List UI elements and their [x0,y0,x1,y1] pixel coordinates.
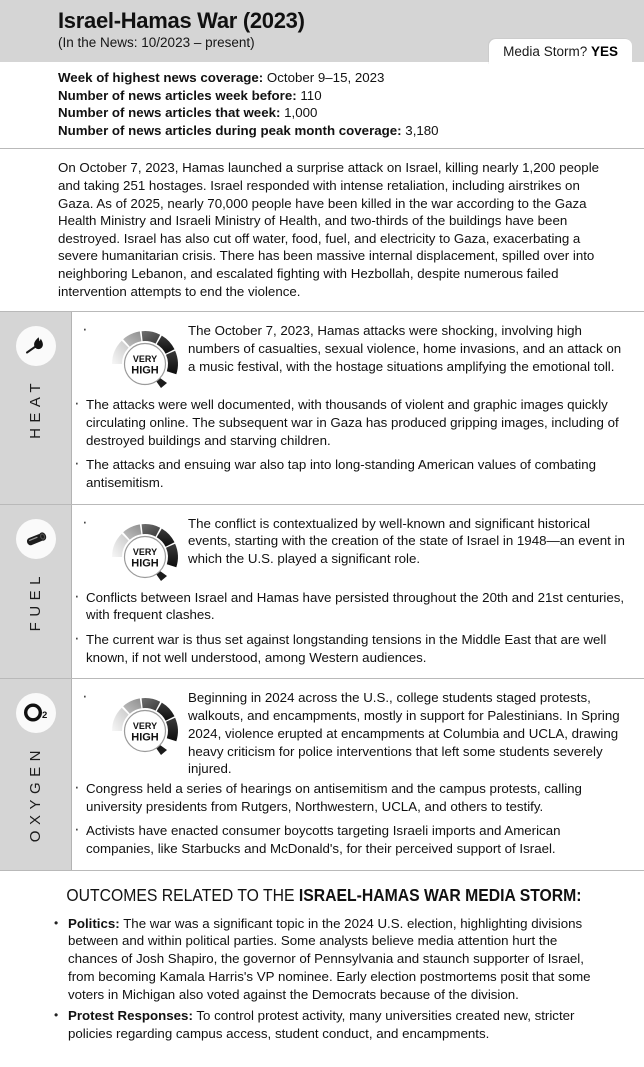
stat-value: 3,180 [405,122,439,138]
media-storm-value: YES [590,44,618,59]
summary-paragraph: On October 7, 2023, Hamas launched a surprise attack on Israel, killing nearly 1,200 people and taking 251 hostages. Israel responded with intense retaliation, including airstrikes on Gaza. As of 2025, nearly 70,000 people have been killed in the war according to the Gaza Health Ministry and Israeli Ministry of Health, and two-thirds of the buildings have been destroyed. Israel has also cut off water, food, fuel, and electricity to Gaza, exacerbating a severe humanitarian crisis. There has been massive internal displacement, spilled over into neighboring Lebanon, and escalated fighting with Hezbollah, despite numerous failed intervention attempts to end the violence. [58,160,600,299]
stat-row [58,122,644,140]
stat-label: Week of highest news coverage: [58,70,264,85]
bullet-item: · Activists have enacted consumer boycotts targeting Israeli imports and American companies, like Starbucks and McDonald's, for their perceived support of Israel. [72,822,626,857]
stat-value: 1,000 [284,105,318,121]
section-oxygen-bullets-rest [72,778,626,858]
section-oxygen [0,679,644,869]
stat-row [58,104,644,122]
stat-label: Number of news articles week before: [58,87,297,103]
outcomes-block [0,871,644,1067]
section-fuel-label: FUEL [27,570,44,631]
section-fuel-bullets-primary [80,515,626,568]
section-heat-bullets-rest [72,394,626,492]
bullet-item: · The conflict is contextualized by well-known and significant historical events, starting with the creation of the state of Israel in 1948—an event in which the U.S. played a significant role. [80,515,626,568]
outcome-item [54,915,606,1004]
outcomes-heading [66,884,582,906]
bullet-item: · The current war is thus set against longstanding tensions in the Middle East that are well known, if not well understood, among Western audiences. [72,631,626,666]
header [0,0,644,62]
stats-block [0,62,644,148]
gauge-heat-line2: HIGH [131,364,159,377]
stat-label: Number of news articles that week: [58,105,281,121]
outcome-label: Protest Responses: [68,1008,193,1024]
page-subtitle: (In the News: 10/2023 – present) [58,35,255,51]
media-storm-label: Media Storm? [503,44,588,59]
section-fuel-bullets-rest [72,587,626,667]
stat-value: October 9–15, 2023 [266,70,385,85]
section-heat [0,312,644,504]
o2-icon [16,693,56,733]
section-oxygen-content [72,679,644,869]
stat-row [58,87,644,105]
gauge-heat-line1: VERY [132,354,158,365]
bullet-item: · The attacks were well documented, with thousands of violent and graphic images quickly circulating online. The subsequent war in Gaza has produced gripping images, including of destroyed buildings and starving children. [72,396,626,449]
section-fuel-sidebar [0,505,72,679]
section-fuel-content [72,505,644,679]
bullet-item: · The attacks and ensuing war also tap into long-standing American values of combating antisemitism. [72,456,626,491]
bullet-item: · Congress held a series of hearings on antisemitism and the campus protests, calling university presidents from Rutgers, Northwestern, UCLA, and others to testify. [72,780,626,815]
log-icon [16,519,56,559]
media-storm-tab[interactable] [489,39,632,65]
bullet-item: · Beginning in 2024 across the U.S., college students staged protests, walkouts, and encampments, mostly in support for Palestinians. In Spring 2024, violence erupted at encampments at Columbia and UCLA, drawing heavy criticism for police interventions that left some students severely injured. [80,689,626,778]
section-heat-content [72,312,644,504]
outcome-text: The war was a significant topic in the 2024 U.S. election, highlighting divisions between and within political parties. Some analysts believe media attention hurt the chances of Josh Shapiro, the governor of Pennsylvania and staunch supporter of Israel, from becoming Kamala Harris's VP nominee. Early election postmortems posit that some voters in Michigan also voted against the Democrats because of the division. [68,915,591,1002]
outcomes-list [38,915,606,1043]
outcome-label: Politics: [68,915,120,931]
outcomes-heading-plain: OUTCOMES RELATED TO THE [66,884,299,905]
section-oxygen-bullets-primary [80,689,626,778]
section-oxygen-label: OXYGEN [27,745,44,843]
section-heat-bullets-primary [80,322,626,375]
svg-text:2: 2 [41,710,47,722]
stat-row [58,69,644,87]
bullet-item: · Conflicts between Israel and Hamas have persisted throughout the 20th and 21st centuries, with frequent clashes. [72,589,626,624]
outcome-item [54,1007,606,1042]
section-oxygen-sidebar [0,679,72,869]
gauge-oxygen-line2: HIGH [131,731,159,744]
gauge-oxygen-line1: VERY [132,721,158,732]
gauge-fuel-line2: HIGH [131,557,159,570]
bullet-item: · The October 7, 2023, Hamas attacks were shocking, involving high numbers of casualties, sexual violence, home invasions, and an attack on a music festival, with the hostage situations amplifying the emotional toll. [80,322,626,375]
stat-label: Number of news articles during peak month coverage: [58,122,402,138]
stat-value: 110 [300,87,322,103]
outcomes-heading-strong: ISRAEL-HAMAS WAR MEDIA STORM: [298,884,582,905]
outcome-text: To control protest activity, many universities created new, stricter policies regarding campus access, student conduct, and encampments. [68,1008,575,1041]
section-heat-sidebar [0,312,72,504]
match-icon [16,326,56,366]
section-heat-label: HEAT [27,378,44,440]
section-fuel [0,505,644,679]
gauge-fuel-line1: VERY [132,546,158,557]
page-title: Israel-Hamas War (2023) [58,8,305,33]
